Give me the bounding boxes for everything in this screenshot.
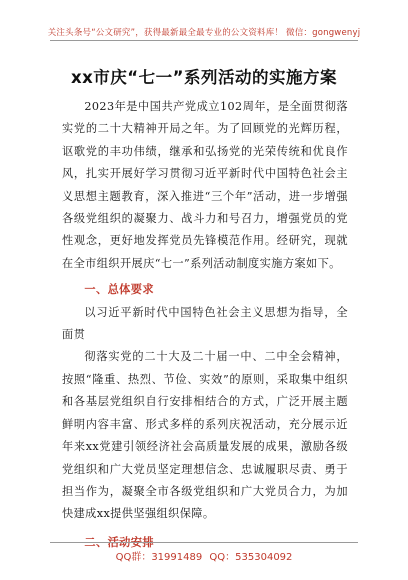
section-heading-activity-arrangement: 二、活动安排 — [84, 535, 154, 549]
intro-paragraph: 2023年是中国共产党成立102周年，是全面贯彻落实党的二十大精神开局之年。为了回顾党的光辉历程，讴歌党的丰功伟绩，继承和弘扬党的光荣传统和优良作风，扎实开展好学习贯彻习近平新时代中国特色社会主义思想主题教育，深入推进“三个年”活动，进一步增强各级党组织的凝聚力、战斗力和号召力，增强党员的党性观念，更好地发挥党员先锋模范作用。经研究，现就在全市组织开展庆“七一”系列活动制度实施方案如下。 — [62, 100, 348, 270]
document-title: xx市庆“七一”系列活动的实施方案 — [71, 68, 337, 87]
requirements-paragraph: 彻落实党的二十大及二十届一中、二中全会精神，按照“隆重、热烈、节俭、实效”的原则，采取集中组织和各基层党组织自行安排相结合的方式，广泛开展主题鲜明内容丰富、形式多样的系列庆祝活动，充分展示近年来xx党建引领经济社会高质量发展的成果，激励各级党组织和广大党员坚定理想信念、忠诚履职尽责、勇于担当作为，凝聚全市各级党组织和广大党员合力，为加快建成xx提供坚强组织保障。 — [62, 350, 348, 521]
document-body — [62, 96, 348, 554]
footer-divider — [50, 542, 358, 543]
guideline-paragraph: 以习近平新时代中国特色社会主义思想为指导，全面贯 — [62, 305, 348, 342]
header-note: 关注头条号“公文研究”，获得最新最全最专业的公文资料库！ 微信：gongwenyj — [47, 28, 361, 38]
section-heading-general-requirements: 一、总体要求 — [84, 283, 154, 297]
footer-contact: QQ群：31991489 QQ：535304092 — [115, 552, 293, 563]
header-divider — [50, 40, 358, 41]
